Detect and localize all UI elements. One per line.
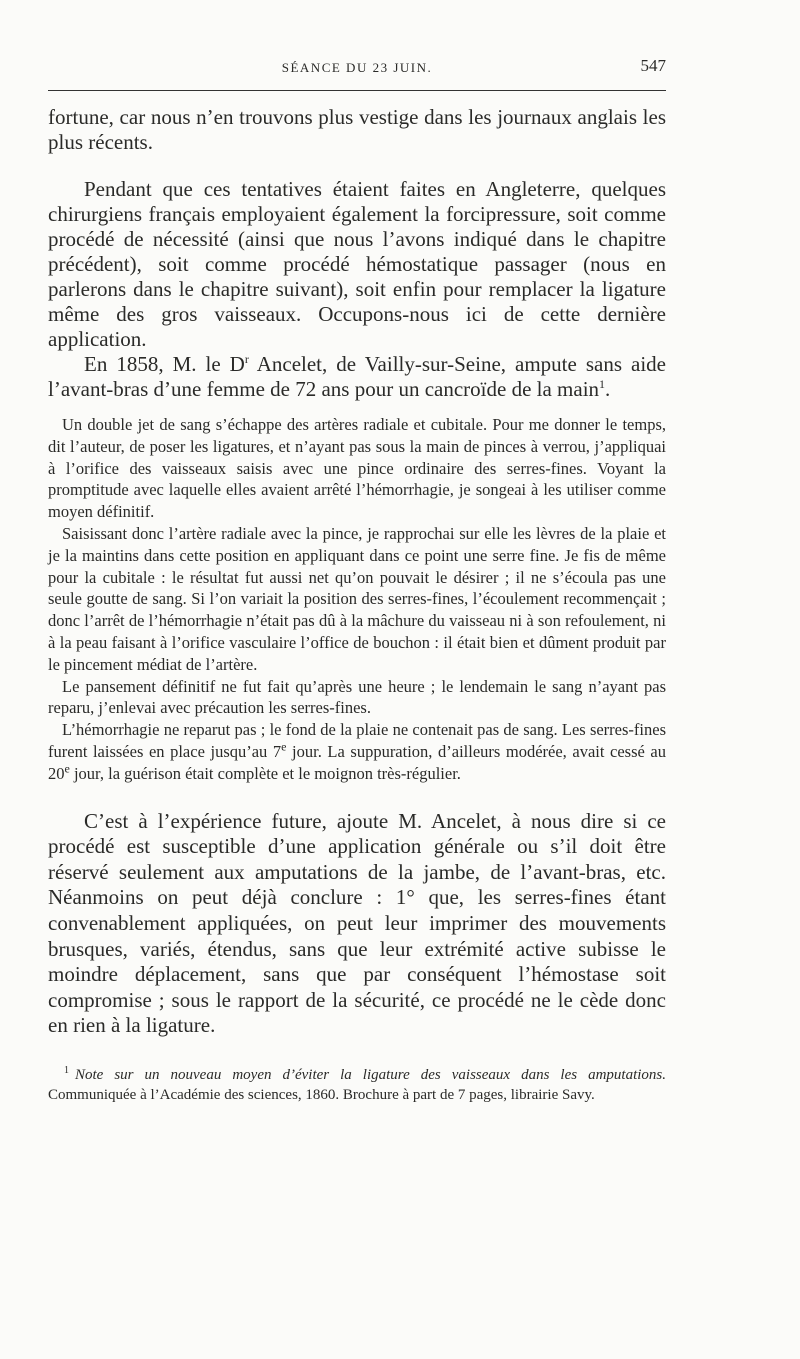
quote-paragraph-1: Un double jet de sang s’échappe des artères radiale et cubitale. Pour me donner le temps, dit l’auteur, de poser les ligatures, et n’ayant pas sous la main de pinces à verrou, j’appliquai à l’orifice des vaisseaux saisis avec une pince ordinaire des serres-fines. Voyant la promptitude avec laquelle elles avaient arrêté l’hémorrhagie, je songeai à les utiliser comme moyen définitif. <box>48 415 666 522</box>
running-head <box>48 52 666 78</box>
header-rule <box>48 90 666 91</box>
p3-text-end: . <box>605 377 611 401</box>
paragraph-forcipressure: Pendant que ces tentatives étaient faites en Angleterre, quelques chirurgiens français employaient également la forcipressure, soit comme procédé de nécessité (ainsi que nous l’avons indiqué dans le chapitre précédent), soit comme procédé hémostatique passager (nous en parlerons dans le chapitre suivant), soit enfin pour remplacer la ligature même des gros vaisseaux. Occupons-nous ici de cette dernière application. <box>48 177 666 351</box>
main-text <box>48 105 666 402</box>
paragraph-ancelet-case <box>48 352 666 402</box>
paragraph-conclusion: C’est à l’expérience future, ajoute M. Ancelet, à nous dire si ce procédé est susceptible d’une application générale ou s’il doit être réservé seulement aux amputations de la jambe, de l’avant-bras, etc. Néanmoins on peut déjà conclure : 1° que, les serres-fines étant convenablement appliquées, on peut leur imprimer des mouvements brusques, variés, étendus, sans que leur extrémité active subisse le moindre déplacement, sans que par conséquent l’hémostase soit compromise ; sous le rapport de la sécurité, ce procédé ne le cède donc en rien à la ligature. <box>48 808 666 1038</box>
q4-superscript-2: e <box>64 761 70 776</box>
p3-text-middle: Ancelet, de Vailly-sur-Seine, ampute sans aide l’avant-bras d’une femme de 72 ans pour un cancroïde de la main <box>48 352 666 401</box>
q4-text-start: L’hémorrhagie ne reparut pas ; le fond de la plaie ne contenait pas de sang. Les serres-fines furent laissées en place jusqu’au 7 <box>48 720 666 761</box>
quote-paragraph-3: Le pansement définitif ne fut fait qu’après une heure ; le lendemain le sang n’ayant pas reparu, j’enlevai avec précaution les serres-fines. <box>48 676 666 718</box>
q4-text-middle: jour. La suppuration, d’ailleurs modérée, avait cessé au 20 <box>48 741 666 783</box>
q4-text-end: jour, la guérison était complète et le moignon très-régulier. <box>69 763 461 783</box>
page-number: 547 <box>640 56 666 75</box>
p3-text-start: En 1858, M. le D <box>84 352 245 376</box>
main-text-conclusion <box>48 809 666 1039</box>
footnote-mark: 1 <box>64 1064 69 1076</box>
q4-superscript-1: e <box>281 739 287 754</box>
p3-superscript: r <box>244 352 249 366</box>
footnote-title: Note sur un nouveau moyen d’éviter la ligature des vaisseaux dans les amputations. <box>75 1066 666 1083</box>
running-title: SÉANCE DU 23 JUIN. <box>281 60 433 75</box>
quote-paragraph-2: Saisissant donc l’artère radiale avec la pince, je rapprochai sur elle les lèvres de la plaie et je la maintins dans cette position en appliquant dans ce point une serre fine. Je fis de même pour la cubitale : le résultat fut aussi net qu’on pouvait le désirer ; il ne s’écoula pas une seule goutte de sang. Si l’on variait la position des serres-fines, l’écoulement recommençait ; donc l’arrêt de l’hémorrhagie n’était pas dû à la mâchure du vaisseau ni à son refoulement, ni à la peau faisant à l’orifice vasculaire l’office de bouchon : il était bien et dûment produit par le pincement médiat de l’artère. <box>48 523 666 674</box>
footnote-reference: 1 <box>599 377 606 391</box>
quoted-observation <box>48 414 666 785</box>
footnote <box>48 1061 666 1105</box>
footnote-text: Communiquée à l’Académie des sciences, 1860. Brochure à part de 7 pages, librairie Savy. <box>48 1086 595 1103</box>
book-page <box>48 52 666 1120</box>
quote-paragraph-4 <box>48 719 666 784</box>
paragraph-continuation: fortune, car nous n’en trouvons plus vestige dans les journaux anglais les plus récents. <box>48 105 666 154</box>
